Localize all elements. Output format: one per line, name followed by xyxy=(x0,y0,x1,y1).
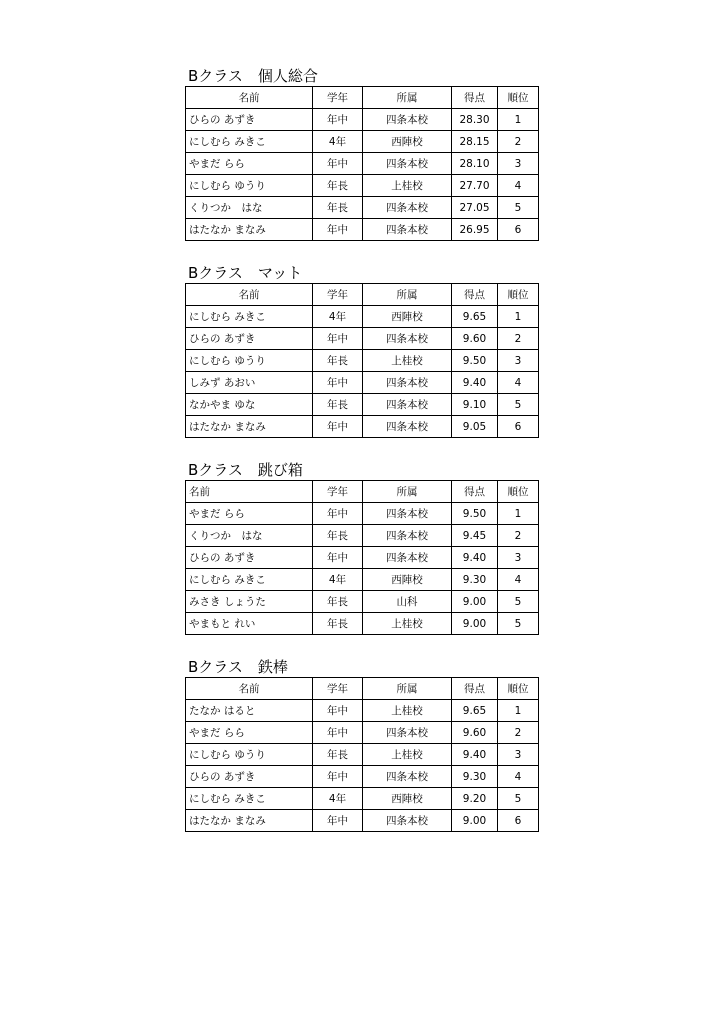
table-row xyxy=(186,569,539,591)
cell-name: にしむら みきこ xyxy=(186,569,313,591)
cell-name: たなか はると xyxy=(186,700,313,722)
column-header-grade: 学年 xyxy=(313,284,363,306)
cell-score: 9.65 xyxy=(452,306,498,328)
column-header-rank: 順位 xyxy=(498,284,539,306)
cell-rank: 1 xyxy=(498,306,539,328)
cell-grade: 年中 xyxy=(313,109,363,131)
section-title: Bクラス 跳び箱 xyxy=(188,461,303,479)
cell-grade: 4年 xyxy=(313,131,363,153)
cell-school: 四条本校 xyxy=(363,810,452,832)
cell-rank: 5 xyxy=(498,613,539,635)
table-header-row xyxy=(186,87,539,109)
cell-score: 9.65 xyxy=(452,700,498,722)
column-header-score: 得点 xyxy=(452,481,498,503)
column-header-score: 得点 xyxy=(452,678,498,700)
cell-rank: 6 xyxy=(498,810,539,832)
cell-rank: 1 xyxy=(498,503,539,525)
cell-name: やまだ らら xyxy=(186,153,313,175)
table-row xyxy=(186,131,539,153)
cell-grade: 4年 xyxy=(313,569,363,591)
results-table xyxy=(185,283,539,438)
cell-rank: 3 xyxy=(498,744,539,766)
column-header-grade: 学年 xyxy=(313,678,363,700)
column-header-name: 名前 xyxy=(186,481,313,503)
cell-school: 四条本校 xyxy=(363,547,452,569)
cell-score: 9.30 xyxy=(452,569,498,591)
cell-name: にしむら みきこ xyxy=(186,306,313,328)
table-row xyxy=(186,372,539,394)
cell-name: ひらの あずき xyxy=(186,766,313,788)
table-row xyxy=(186,591,539,613)
column-header-rank: 順位 xyxy=(498,87,539,109)
cell-grade: 年中 xyxy=(313,328,363,350)
cell-score: 9.00 xyxy=(452,613,498,635)
cell-school: 四条本校 xyxy=(363,153,452,175)
table-header-row xyxy=(186,284,539,306)
cell-school: 四条本校 xyxy=(363,503,452,525)
cell-rank: 4 xyxy=(498,175,539,197)
cell-rank: 2 xyxy=(498,722,539,744)
cell-score: 9.00 xyxy=(452,591,498,613)
cell-rank: 3 xyxy=(498,153,539,175)
cell-school: 四条本校 xyxy=(363,766,452,788)
cell-school: 山科 xyxy=(363,591,452,613)
cell-school: 西陣校 xyxy=(363,569,452,591)
cell-rank: 1 xyxy=(498,109,539,131)
cell-rank: 1 xyxy=(498,700,539,722)
cell-school: 四条本校 xyxy=(363,394,452,416)
cell-grade: 年長 xyxy=(313,744,363,766)
cell-school: 上桂校 xyxy=(363,613,452,635)
cell-school: 四条本校 xyxy=(363,109,452,131)
cell-name: はたなか まなみ xyxy=(186,219,313,241)
cell-grade: 年長 xyxy=(313,394,363,416)
column-header-rank: 順位 xyxy=(498,678,539,700)
cell-rank: 2 xyxy=(498,328,539,350)
table-row xyxy=(186,416,539,438)
cell-score: 26.95 xyxy=(452,219,498,241)
results-section-bar xyxy=(185,657,538,832)
results-table xyxy=(185,480,539,635)
cell-score: 9.20 xyxy=(452,788,498,810)
cell-grade: 年長 xyxy=(313,591,363,613)
cell-grade: 年中 xyxy=(313,372,363,394)
cell-score: 28.10 xyxy=(452,153,498,175)
table-row xyxy=(186,766,539,788)
cell-name: にしむら ゆうり xyxy=(186,744,313,766)
cell-name: ひらの あずき xyxy=(186,328,313,350)
section-title: Bクラス 鉄棒 xyxy=(188,658,288,676)
cell-rank: 3 xyxy=(498,547,539,569)
cell-rank: 2 xyxy=(498,525,539,547)
column-header-school: 所属 xyxy=(363,87,452,109)
cell-name: なかやま ゆな xyxy=(186,394,313,416)
cell-grade: 年中 xyxy=(313,153,363,175)
table-row xyxy=(186,175,539,197)
table-header-row xyxy=(186,481,539,503)
cell-grade: 年長 xyxy=(313,175,363,197)
column-header-school: 所属 xyxy=(363,481,452,503)
cell-school: 西陣校 xyxy=(363,131,452,153)
section-title: Bクラス 個人総合 xyxy=(188,67,318,85)
cell-school: 四条本校 xyxy=(363,328,452,350)
cell-rank: 2 xyxy=(498,131,539,153)
cell-name: にしむら ゆうり xyxy=(186,350,313,372)
cell-name: はたなか まなみ xyxy=(186,416,313,438)
cell-grade: 年中 xyxy=(313,810,363,832)
cell-rank: 4 xyxy=(498,569,539,591)
cell-score: 27.70 xyxy=(452,175,498,197)
cell-school: 上桂校 xyxy=(363,744,452,766)
table-row xyxy=(186,503,539,525)
table-row xyxy=(186,328,539,350)
cell-grade: 年中 xyxy=(313,503,363,525)
cell-grade: 年中 xyxy=(313,722,363,744)
cell-name: やまだ らら xyxy=(186,503,313,525)
cell-rank: 3 xyxy=(498,350,539,372)
cell-name: にしむら みきこ xyxy=(186,788,313,810)
cell-grade: 年中 xyxy=(313,700,363,722)
cell-name: くりつか はな xyxy=(186,525,313,547)
cell-score: 28.30 xyxy=(452,109,498,131)
table-row xyxy=(186,525,539,547)
results-section-mat xyxy=(185,263,538,438)
cell-rank: 5 xyxy=(498,788,539,810)
column-header-grade: 学年 xyxy=(313,87,363,109)
cell-grade: 年長 xyxy=(313,350,363,372)
cell-name: しみず あおい xyxy=(186,372,313,394)
table-row xyxy=(186,153,539,175)
table-row xyxy=(186,613,539,635)
cell-score: 9.60 xyxy=(452,722,498,744)
cell-rank: 6 xyxy=(498,219,539,241)
cell-score: 9.50 xyxy=(452,350,498,372)
results-table xyxy=(185,677,539,832)
cell-school: 四条本校 xyxy=(363,525,452,547)
cell-score: 9.10 xyxy=(452,394,498,416)
cell-school: 四条本校 xyxy=(363,372,452,394)
section-title: Bクラス マット xyxy=(188,264,303,282)
table-row xyxy=(186,350,539,372)
column-header-name: 名前 xyxy=(186,678,313,700)
cell-grade: 年中 xyxy=(313,766,363,788)
results-section-vault xyxy=(185,460,538,635)
cell-grade: 年長 xyxy=(313,525,363,547)
cell-score: 28.15 xyxy=(452,131,498,153)
cell-rank: 5 xyxy=(498,394,539,416)
cell-school: 上桂校 xyxy=(363,350,452,372)
cell-grade: 4年 xyxy=(313,306,363,328)
cell-school: 四条本校 xyxy=(363,197,452,219)
cell-score: 9.50 xyxy=(452,503,498,525)
table-row xyxy=(186,700,539,722)
cell-school: 上桂校 xyxy=(363,700,452,722)
cell-grade: 年中 xyxy=(313,219,363,241)
cell-name: やまだ らら xyxy=(186,722,313,744)
cell-school: 西陣校 xyxy=(363,788,452,810)
cell-rank: 6 xyxy=(498,416,539,438)
cell-score: 9.40 xyxy=(452,744,498,766)
table-row xyxy=(186,788,539,810)
table-row xyxy=(186,197,539,219)
column-header-name: 名前 xyxy=(186,284,313,306)
column-header-grade: 学年 xyxy=(313,481,363,503)
table-row xyxy=(186,744,539,766)
cell-grade: 年長 xyxy=(313,197,363,219)
cell-grade: 4年 xyxy=(313,788,363,810)
cell-school: 上桂校 xyxy=(363,175,452,197)
cell-grade: 年長 xyxy=(313,613,363,635)
cell-name: ひらの あずき xyxy=(186,109,313,131)
table-row xyxy=(186,219,539,241)
cell-score: 27.05 xyxy=(452,197,498,219)
table-row xyxy=(186,810,539,832)
results-table xyxy=(185,86,539,241)
column-header-name: 名前 xyxy=(186,87,313,109)
column-header-rank: 順位 xyxy=(498,481,539,503)
column-header-score: 得点 xyxy=(452,87,498,109)
cell-name: はたなか まなみ xyxy=(186,810,313,832)
cell-name: にしむら みきこ xyxy=(186,131,313,153)
cell-rank: 5 xyxy=(498,591,539,613)
cell-name: にしむら ゆうり xyxy=(186,175,313,197)
cell-name: みさき しょうた xyxy=(186,591,313,613)
cell-name: くりつか はな xyxy=(186,197,313,219)
column-header-school: 所属 xyxy=(363,284,452,306)
table-row xyxy=(186,109,539,131)
cell-score: 9.45 xyxy=(452,525,498,547)
column-header-school: 所属 xyxy=(363,678,452,700)
cell-grade: 年中 xyxy=(313,416,363,438)
cell-grade: 年中 xyxy=(313,547,363,569)
cell-name: ひらの あずき xyxy=(186,547,313,569)
results-section-overall xyxy=(185,66,538,241)
cell-score: 9.00 xyxy=(452,810,498,832)
cell-score: 9.40 xyxy=(452,372,498,394)
cell-school: 四条本校 xyxy=(363,722,452,744)
cell-score: 9.60 xyxy=(452,328,498,350)
cell-rank: 4 xyxy=(498,372,539,394)
column-header-score: 得点 xyxy=(452,284,498,306)
cell-rank: 5 xyxy=(498,197,539,219)
cell-rank: 4 xyxy=(498,766,539,788)
cell-name: やまもと れい xyxy=(186,613,313,635)
cell-school: 四条本校 xyxy=(363,416,452,438)
cell-school: 四条本校 xyxy=(363,219,452,241)
table-row xyxy=(186,306,539,328)
cell-score: 9.40 xyxy=(452,547,498,569)
table-row xyxy=(186,722,539,744)
cell-score: 9.30 xyxy=(452,766,498,788)
table-row xyxy=(186,547,539,569)
cell-school: 西陣校 xyxy=(363,306,452,328)
table-row xyxy=(186,394,539,416)
cell-score: 9.05 xyxy=(452,416,498,438)
table-header-row xyxy=(186,678,539,700)
